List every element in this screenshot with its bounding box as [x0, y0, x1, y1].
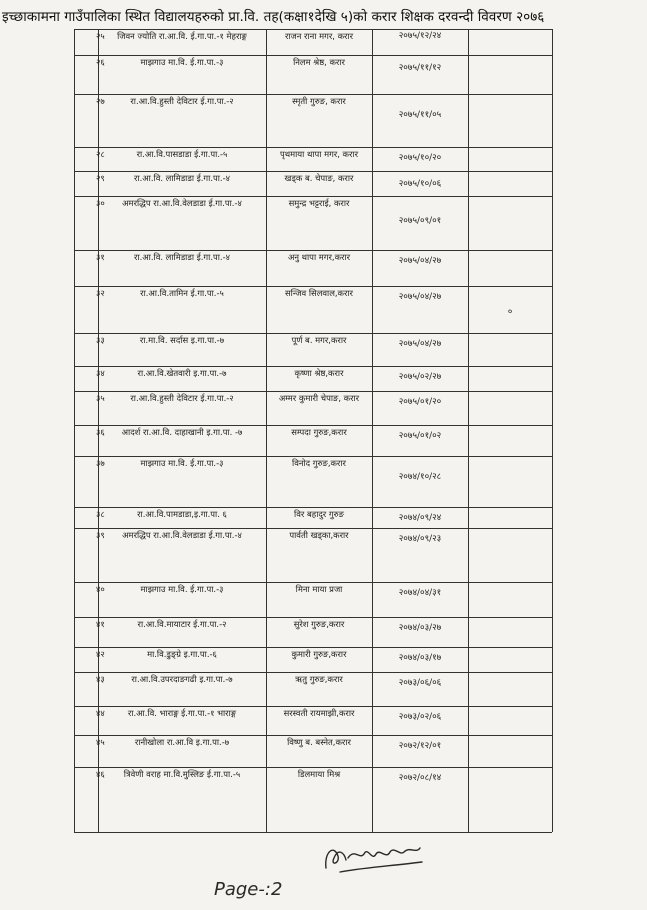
teacher-name: अनु थापा मगर,करार [287, 252, 351, 262]
table-rule [74, 171, 552, 172]
school-name: जिवन ज्योति रा.आ.वि. ई.गा.पा.-१ मेहराङ्ग [117, 31, 247, 41]
school-name: मा.वि.डुङ्ग्रे इ.गा.पा.-६ [147, 649, 217, 659]
table-column-rule [266, 29, 267, 832]
document-title: इच्छाकामना गाउँपालिका स्थित विद्यालयहरुको प्रा.वि. तह(कक्षा१देखि ५)को करार शिक्षक दरवन्दी विवरण २०७६ [2, 9, 545, 25]
appointment-date: २०७४/१०/२८ [398, 472, 442, 482]
serial-number: ३९ [96, 530, 105, 540]
remarks: ० [507, 306, 513, 316]
school-name: रा.आ.वि.मायाटार ई.गा.पा.-२ [137, 619, 227, 629]
school-name: रा.आ.वि. लामिडाडा ई.गा.पा.-४ [134, 252, 230, 262]
serial-number: २९ [96, 173, 105, 183]
serial-number: ३७ [96, 458, 105, 468]
table-rule [74, 366, 552, 367]
school-name: अमरद्धिप रा.आ.वि.वेलडाडा ई.गा.पा.-४ [122, 198, 242, 208]
serial-number: ४६ [96, 769, 105, 779]
teacher-name: डिलमाया मिश्र [297, 769, 341, 779]
appointment-date: २०७५/०४/२७ [398, 256, 442, 266]
teacher-name: कृष्णा श्रेष्ठ,करार [294, 368, 344, 378]
school-name: रा.आ.वि.पासडाडा ई.गा.पा.-५ [136, 149, 228, 159]
table-column-rule [552, 29, 553, 832]
table-rule [74, 29, 552, 30]
appointment-date: २०७५/१०/२० [398, 153, 442, 163]
teacher-name: ऋतु गुरुङ,करार [295, 674, 343, 684]
appointment-date: २०७५/१२/२४ [398, 31, 442, 41]
table-rule [74, 286, 552, 287]
teacher-name: सरस्वती रायमाझी,करार [283, 708, 355, 718]
serial-number: २६ [96, 57, 105, 67]
serial-number: ४२ [96, 649, 105, 659]
teacher-name: विर बहादुर गुरुङ [294, 509, 344, 519]
serial-number: २८ [96, 149, 105, 159]
serial-number: ३३ [96, 335, 105, 345]
teacher-name: सम्पदा गुरुङ,करार [291, 427, 347, 437]
serial-number: ४१ [96, 619, 105, 629]
school-name: अमरद्धिप रा.आ.वि.वेलडाडा ई.गा.पा.-४ [122, 530, 242, 540]
table-rule [74, 767, 552, 768]
serial-number: ३० [96, 198, 105, 208]
serial-number: ३४ [96, 368, 105, 378]
table-rule [74, 55, 552, 56]
table-rule [74, 333, 552, 334]
school-name: रा.मा.वि. सर्दास इ.गा.पा.-७ [139, 335, 225, 345]
serial-number: २७ [96, 96, 105, 106]
school-name: रा.आ.वि.उपरदाङगढी इ.गा.पा.-७ [131, 674, 233, 684]
table-rule [74, 507, 552, 508]
school-name: रा.आ.वि.हुस्ती देविटार ई.गा.पा.-२ [130, 96, 234, 106]
appointment-date: २०७५/०९/०१ [398, 216, 442, 226]
teacher-name: विनोद गुरुङ,करार [292, 458, 346, 468]
table-rule [74, 528, 552, 529]
teacher-name: विष्णु ब. बस्नेत,करार [287, 737, 351, 747]
appointment-date: २०७४/०९/२४ [398, 513, 442, 523]
page-label-text: Page-:2 [214, 879, 283, 900]
teacher-name: पूर्ण ब. मगर,करार [291, 335, 347, 345]
teacher-name: सन्जिव सिलवाल,करार [285, 288, 353, 298]
table-rule [74, 250, 552, 251]
table-rule [74, 735, 552, 736]
appointment-date: २०७४/०३/१७ [398, 653, 442, 663]
table-rule [74, 196, 552, 197]
serial-number: ३६ [96, 427, 105, 437]
appointment-date: २०७२/१२/०१ [398, 741, 442, 751]
teacher-name: सुरेश गुरुङ,करार [293, 619, 345, 629]
school-name: माझगाउ मा.वि. ई.गा.पा.-३ [140, 584, 224, 594]
teacher-name: पृथमाया थापा मगर, करार [279, 149, 358, 159]
school-name: रा.आ.वि. भाराङ्ग ई.गा.पा.-१ भाराङ्ग [127, 708, 237, 718]
teacher-name: राजन राना मगर, करार [284, 31, 354, 41]
serial-number: ३५ [96, 393, 105, 403]
table-rule [74, 391, 552, 392]
table-rule [74, 456, 552, 457]
table-rule [74, 425, 552, 426]
appointment-date: २०७५/०४/२७ [398, 292, 442, 302]
appointment-date: २०७५/१०/०६ [398, 179, 442, 189]
school-name: त्रिवेणी वराह मा.वि.मुस्लिङ ई.गा.पा.-५ [123, 769, 241, 779]
teacher-name: कुमारी गुरुङ,करार [291, 649, 347, 659]
school-name: रानीखोला रा.आ.वि इ.गा.पा.-७ [134, 737, 230, 747]
appointment-date: २०७५/११/१२ [398, 63, 442, 73]
table-rule [74, 94, 552, 95]
school-name: रा.आ.वि.हुस्ती देविटार ई.गा.पा.-२ [130, 393, 234, 403]
appointment-date: २०७४/०९/२३ [398, 534, 442, 544]
serial-number: ४० [96, 584, 105, 594]
table-rule [74, 706, 552, 707]
serial-number: ३१ [96, 252, 105, 262]
table-column-rule [468, 29, 469, 832]
serial-number: ३८ [96, 509, 105, 519]
school-name: माझगाउ मा.वि. ई.गा.पा.-३ [140, 57, 224, 67]
table-rule [74, 647, 552, 648]
table-rule [74, 672, 552, 673]
school-name: माझगाउ मा.वि. ई.गा.पा.-३ [140, 458, 224, 468]
appointment-date: २०७४/०४/३१ [398, 588, 442, 598]
appointment-date: २०७३/०२/०६ [398, 712, 442, 722]
serial-number: २५ [96, 31, 105, 41]
table-rule [74, 832, 552, 833]
school-name: आदर्श रा.आ.वि. दाहाखानी इ.गा.पा. -७ [121, 427, 243, 437]
appointment-date: २०७३/०६/०६ [398, 678, 442, 688]
teacher-name: स्मृती गुरुङ, करार [292, 96, 346, 106]
school-name: रा.आ.वि.तामिन ई.गा.पा.-५ [140, 288, 224, 298]
serial-number: ४४ [96, 708, 105, 718]
table-column-rule [74, 29, 75, 832]
appointment-date: २०७५/०१/२० [398, 397, 442, 407]
appointment-date: २०७४/०३/२७ [398, 623, 442, 633]
school-name: रा.आ.वि. लामिडाडा ई.गा.पा.-४ [134, 173, 230, 183]
appointment-date: २०७५/०२/२७ [398, 372, 442, 382]
table-rule [74, 617, 552, 618]
teacher-name: समुन्द्र भट्टराई, करार [288, 198, 350, 208]
teacher-name: निलम श्रेष्ठ, करार [293, 57, 345, 67]
teacher-name: पार्वती खड्का,करार [289, 530, 349, 540]
serial-number: ४५ [96, 737, 105, 747]
table-rule [74, 147, 552, 148]
table-rule [74, 582, 552, 583]
page-label-handwritten [212, 873, 332, 903]
appointment-date: २०७५/०१/०२ [398, 431, 442, 441]
appointment-date: २०७५/०४/२७ [398, 339, 442, 349]
signature [320, 838, 430, 878]
teacher-name: खड्क ब. चेपाङ, करार [284, 173, 354, 183]
school-name: रा.आ.वि.खेतवारी इ.गा.पा.-७ [137, 368, 227, 378]
teacher-name: अम्मर कुमारी चेपाङ, करार [278, 393, 360, 403]
appointment-date: २०७२/०८/१४ [398, 773, 442, 783]
appointment-date: २०७५/११/०५ [398, 110, 442, 120]
serial-number: ४३ [96, 674, 105, 684]
table-column-rule [372, 29, 373, 832]
serial-number: ३२ [96, 288, 105, 298]
school-name: रा.आ.वि.पामडाडा,इ.गा.पा. ६ [137, 509, 227, 519]
teacher-name: मिना माया प्रजा [295, 584, 343, 594]
